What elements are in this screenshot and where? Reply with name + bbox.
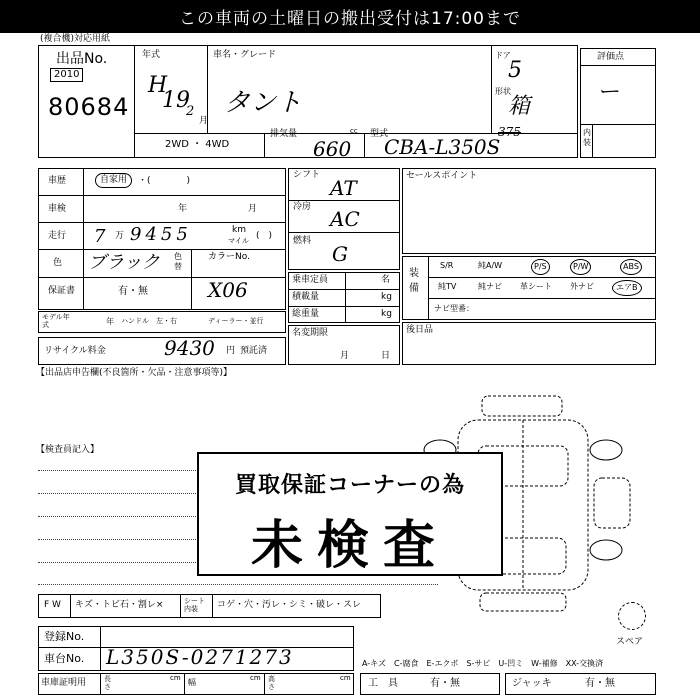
mileage-paren: ( ) xyxy=(256,231,273,241)
door-label: ドア xyxy=(495,51,511,60)
equip-abs: ABS xyxy=(620,259,642,275)
spare-tire-icon xyxy=(618,602,646,630)
load-unit: kg xyxy=(381,292,392,302)
warranty-options: 有・無 xyxy=(118,286,148,297)
recycle-unit: 円 xyxy=(226,346,236,356)
tools-label: 工 具 xyxy=(368,678,398,689)
later-items-box xyxy=(402,322,656,365)
recycle-value: 9430 xyxy=(164,336,215,360)
interior-label: 内装 xyxy=(583,128,591,148)
shift-label: シフト xyxy=(293,170,321,180)
drive-options: 2WD ・ 4WD xyxy=(165,139,230,150)
recycle-label: リサイクル料金 xyxy=(44,346,106,356)
inspection-month: 月 xyxy=(248,204,258,214)
history-rest: ・( ) xyxy=(138,176,191,186)
aircon-label: 冷房 xyxy=(293,202,312,212)
exhibitor-note-label: 【出品店申告欄(不良箇所・欠品・注意事項等)】 xyxy=(36,368,233,378)
model-type-label: 型式 xyxy=(370,129,389,139)
cert-length-unit: cm xyxy=(170,674,181,682)
change-month: 月 xyxy=(340,351,350,361)
cert-height: 高さ xyxy=(268,675,275,692)
fuel-value: G xyxy=(332,242,348,266)
mileage-value: 9455 xyxy=(130,224,192,245)
inspection-year: 年 xyxy=(178,204,188,214)
damage-legend: A-キズ C-腐食 E-エクボ S-サビ U-凹ミ W-補修 XX-交換済 xyxy=(362,659,604,668)
model-year-dealer: ディーラー・並行 xyxy=(208,317,264,325)
equip-leather: 革シート xyxy=(520,282,552,291)
equip-alloy-wheel: 純A/W xyxy=(478,261,503,270)
spare-label: スペア xyxy=(616,637,644,647)
stamp-line2: 未検査 xyxy=(250,516,449,576)
chassis-value: L350S-0271273 xyxy=(106,645,294,669)
cert-length: 長さ xyxy=(104,675,111,692)
rating-value: ー xyxy=(597,80,620,105)
equip-ext-navi: 外ナビ xyxy=(570,282,594,291)
cert-height-unit: cm xyxy=(340,674,351,682)
lot-year: 2010 xyxy=(50,68,83,82)
car-name-label: 車名・グレード xyxy=(213,50,277,60)
mileage-man-unit: 万 xyxy=(115,231,125,241)
tools-options: 有・無 xyxy=(430,678,460,689)
cert-width: 幅 xyxy=(188,678,196,687)
cert-label: 車庫証明用 xyxy=(41,678,87,688)
shape-value: 箱 xyxy=(508,94,531,119)
gross-label: 総重量 xyxy=(292,309,320,319)
later-items-label: 後日品 xyxy=(406,325,434,335)
stamp-line1: 買取保証コーナーの為 xyxy=(234,473,465,498)
model-year-label: モデル年式 xyxy=(42,313,70,330)
fw-label: F W xyxy=(44,600,61,610)
color-value: ブラック xyxy=(88,252,160,273)
mileage-unit-mile: マイル xyxy=(228,237,249,245)
history-circled: 自家用 xyxy=(95,173,132,188)
equip-power-steering: P/S xyxy=(531,259,550,275)
color-label: 色 xyxy=(53,258,63,268)
fuel-label: 燃料 xyxy=(293,236,312,246)
jack-label: ジャッキ xyxy=(512,678,552,689)
jack-options: 有・無 xyxy=(585,678,615,689)
shape-label: 形状 xyxy=(495,87,511,96)
door-value: 5 xyxy=(508,58,522,83)
shift-value: AT xyxy=(330,176,357,200)
mileage-unit-km: km xyxy=(232,225,246,235)
equipment-label: 装備 xyxy=(409,268,419,294)
recycle-note: 預託済 xyxy=(240,346,268,356)
seat-text: コゲ・穴・汚レ・シミ・破レ・スレ xyxy=(217,600,362,610)
sales-point-label: セールスポイント xyxy=(406,171,478,181)
model-year-handle: ハンドル 左・右 xyxy=(121,317,177,325)
equip-airbag: エアB xyxy=(612,280,642,296)
mileage-man: 7 xyxy=(94,226,106,247)
change-day: 日 xyxy=(381,351,391,361)
registration-label: 登録No. xyxy=(44,630,85,643)
year-value: 19 xyxy=(162,88,190,113)
equip-navi-model: ナビ型番： xyxy=(434,304,474,313)
load-label: 積載量 xyxy=(292,292,320,302)
color-repaint: 色替 xyxy=(174,252,182,271)
inspection-label: 車検 xyxy=(48,204,67,214)
year-era: H xyxy=(148,73,168,98)
change-label: 名変期限 xyxy=(292,328,329,338)
rating-label: 評価点 xyxy=(597,52,625,62)
displacement-value: 660 xyxy=(313,137,352,161)
cert-width-unit: cm xyxy=(250,674,261,682)
capacity-label: 乗車定員 xyxy=(292,275,329,285)
buyback-stamp xyxy=(197,452,503,576)
model-type-correction: 375 xyxy=(498,125,521,139)
header-note: (複合機)対応用紙 xyxy=(40,34,111,44)
gross-unit: kg xyxy=(381,309,392,319)
inspector-entry-label: 【検査員記入】 xyxy=(36,445,100,455)
model-year-year: 年 xyxy=(106,317,114,326)
capacity-unit: 名 xyxy=(381,275,391,285)
equip-power-window: P/W xyxy=(570,259,591,275)
chassis-label: 車台No. xyxy=(44,652,85,665)
model-type-value: CBA-L350S xyxy=(384,135,501,159)
lot-label: 出品No. xyxy=(56,51,108,67)
history-label: 車歴 xyxy=(48,176,67,186)
year-month: 2 xyxy=(186,104,195,119)
equip-sr: S/R xyxy=(440,261,454,270)
warranty-label: 保証書 xyxy=(48,286,76,296)
seat-label: シート内装 xyxy=(184,597,205,614)
color-no-value: X06 xyxy=(208,278,248,302)
displacement-unit: cc xyxy=(350,127,358,135)
saturday-notice-banner: この車両の土曜日の搬出受付は17:00まで xyxy=(0,0,700,33)
month-unit: 月 xyxy=(199,116,209,126)
equip-tv: 純TV xyxy=(438,282,457,291)
year-label: 年式 xyxy=(142,50,161,60)
aircon-value: AC xyxy=(330,207,360,231)
mileage-label: 走行 xyxy=(48,231,67,241)
car-name-value: タント xyxy=(224,88,303,118)
fw-text: キズ・トビ石・割レ× xyxy=(75,600,164,610)
color-no-label: カラーNo. xyxy=(208,252,250,262)
equip-navi: 純ナビ xyxy=(478,282,502,291)
displacement-label: 排気量 xyxy=(270,129,298,139)
lot-number: 80684 xyxy=(48,93,130,121)
